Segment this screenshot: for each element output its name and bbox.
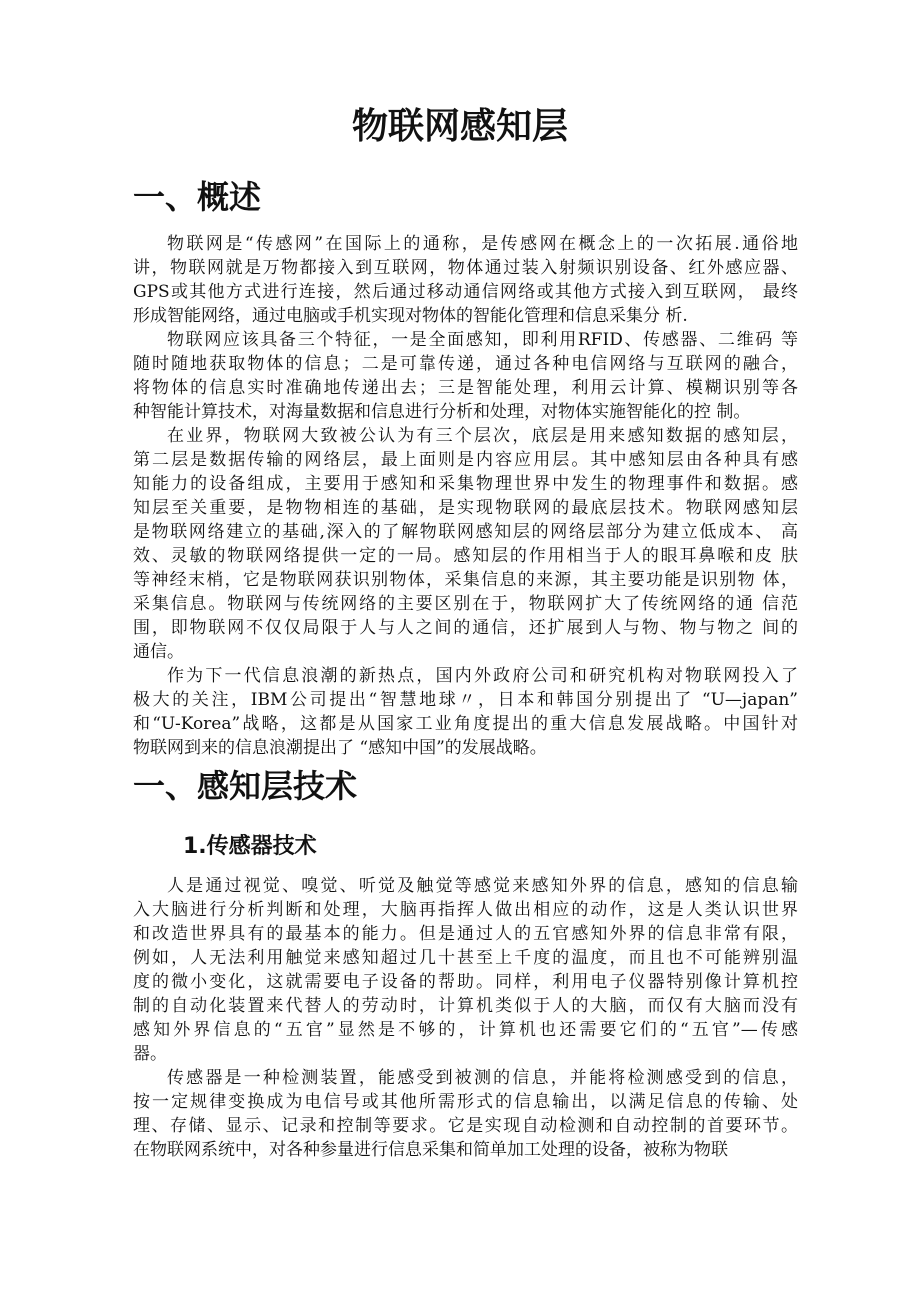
text-line: 人是通过视觉、嗅觉、听觉及触觉等感觉来感知外界的信息，感知的信息输 (167, 876, 798, 896)
section-heading-sensing-tech: 一、感知层技术 (133, 767, 358, 805)
text-line: 知层至关重要，是物物相连的基础，是实现物联网的最底层技术。物联网感知层 (133, 498, 798, 518)
text-line: 采集信息。物联网与传统网络的主要区别在于，物联网扩大了传统网络的通 信范 (133, 594, 798, 614)
text-line: 物联网是“传感网”在国际上的通称，是传感网在概念上的一次拓展.通俗地 (167, 234, 798, 254)
text-line: 和“U-Korea”战略，这都是从国家工业角度提出的重大信息发展战略。中国针对 (133, 714, 798, 734)
section-heading-overview: 一、概述 (133, 178, 262, 216)
text-line: 通信。 (133, 642, 184, 662)
paragraph (133, 232, 798, 328)
section-overview-body (133, 232, 798, 760)
document-title: 物联网感知层 (351, 106, 568, 147)
text-line: 作为下一代信息浪潮的新热点，国内外政府公司和研究机构对物联网投入了 (167, 666, 798, 686)
text-line: 知能力的设备组成，主要用于感知和采集物理世界中发生的物理事件和数据。感 (133, 474, 798, 494)
text-line: 等神经末梢，它是物联网获识别物体，采集信息的来源，其主要功能是识别物 体， (133, 570, 798, 590)
text-line: 随时随地获取物体的信息；二是可靠传递，通过各种电信网络与互联网的融合， (133, 354, 798, 374)
text-line: GPS或其他方式进行连接，然后通过移动通信网络或其他方式接入到互联网， 最终 (133, 282, 798, 302)
text-line: 制的自动化装置来代替人的劳动时，计算机类似于人的大脑，而仅有大脑而没有 (133, 996, 798, 1016)
text-line: 物联网应该具备三个特征，一是全面感知，即利用RFID、传感器、二维码 等 (167, 330, 798, 350)
text-line: 感知外界信息的“五官”显然是不够的，计算机也还需要它们的“五官”—传感 (133, 1020, 798, 1040)
text-line: 是物联网络建立的基础,深入的了解物联网感知层的网络层部分为建立低成本、 高 (133, 522, 798, 542)
text-line: 在业界，物联网大致被公认为有三个层次，底层是用来感知数据的感知层， (167, 426, 798, 446)
text-line: 种智能计算技术，对海量数据和信息进行分析和处理，对物体实施智能化的控 制。 (133, 402, 751, 422)
paragraph (133, 424, 798, 664)
text-line: 和改造世界具有的最基本的能力。但是通过人的五官感知外界的信息非常有限， (133, 924, 798, 944)
section-sensor-body (133, 874, 798, 1162)
text-line: 度的微小变化，这就需要电子设备的帮助。同样，利用电子仪器特别像计算机控 (133, 972, 798, 992)
text-line: 按一定规律变换成为电信号或其他所需形式的信息输出，以满足信息的传输、处 (133, 1092, 798, 1112)
paragraph (133, 664, 798, 760)
text-line: 将物体的信息实时准确地传递出去；三是智能处理，利用云计算、模糊识别等各 (133, 378, 798, 398)
text-line: 传感器是一种检测装置，能感受到被测的信息，并能将检测感受到的信息， (167, 1068, 798, 1088)
text-line: 物联网到来的信息浪潮提出了 “感知中国”的发展战略。 (133, 738, 547, 758)
paragraph (133, 328, 798, 424)
text-line: 理、存储、显示、记录和控制等要求。它是实现自动检测和自动控制的首要环节。 (133, 1116, 798, 1136)
text-line: 入大脑进行分析判断和处理，大脑再指挥人做出相应的动作，这是人类认识世界 (133, 900, 798, 920)
subsection-heading-sensor-tech: 1.传感器技术 (183, 834, 317, 859)
text-line: 效、灵敏的物联网络提供一定的一局。感知层的作用相当于人的眼耳鼻喉和皮 肤 (133, 546, 798, 566)
text-line: 讲，物联网就是万物都接入到互联网，物体通过装入射频识别设备、红外感应器、 (133, 258, 798, 278)
text-line: 形成智能网络，通过电脑或手机实现对物体的智能化管理和信息采集分 析. (133, 306, 688, 326)
paragraph (133, 874, 798, 1066)
text-line: 极大的关注，IBM公司提出“智慧地球〃，日本和韩国分别提出了 “U—japan” (133, 690, 798, 710)
text-line: 第二层是数据传输的网络层，最上面则是内容应用层。其中感知层由各种具有感 (133, 450, 798, 470)
text-line: 在物联网系统中，对各种参量进行信息采集和简单加工处理的设备，被称为物联 (133, 1140, 728, 1160)
text-line: 围，即物联网不仅仅局限于人与人之间的通信，还扩展到人与物、物与物之 间的 (133, 618, 798, 638)
text-line: 器。 (133, 1044, 167, 1064)
text-line: 例如，人无法利用触觉来感知超过几十甚至上千度的温度，而且也不可能辨别温 (133, 948, 798, 968)
paragraph (133, 1066, 798, 1162)
